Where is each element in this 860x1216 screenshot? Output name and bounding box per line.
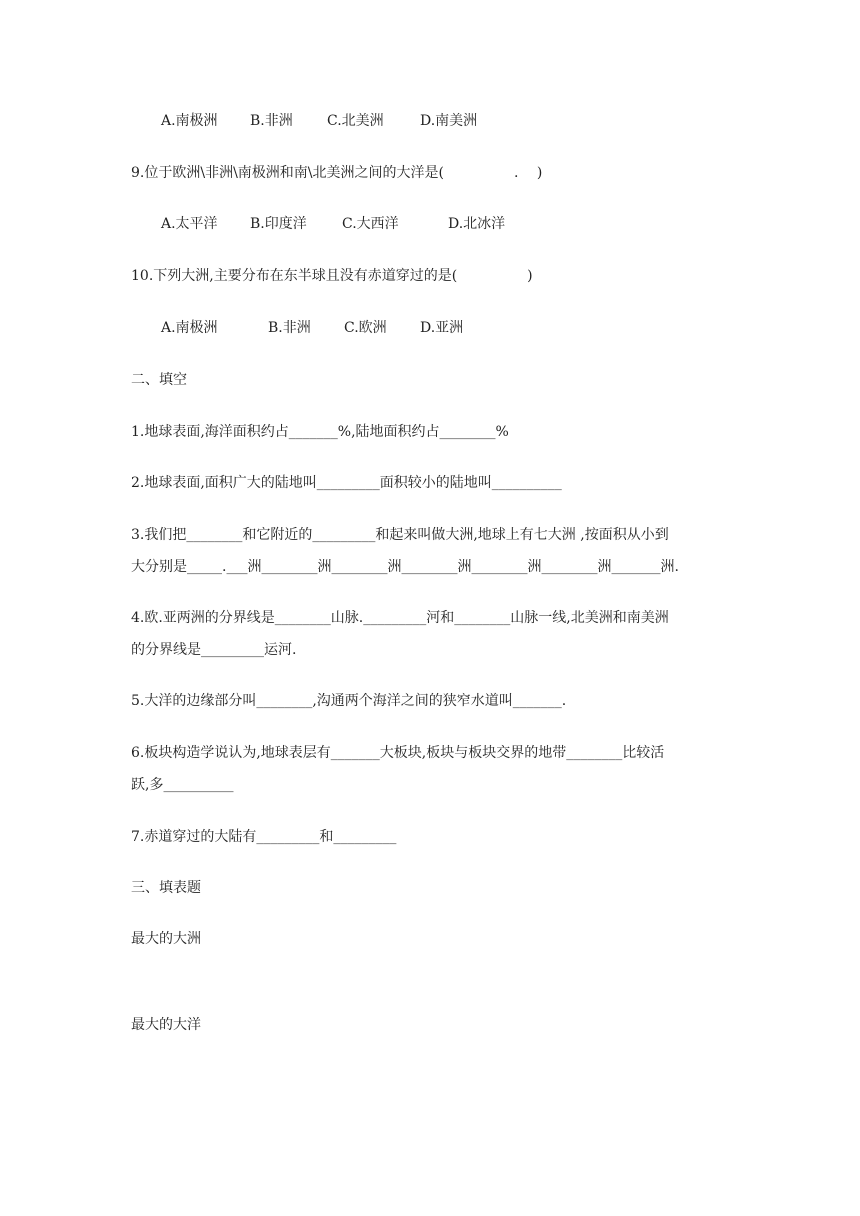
fill-q2: 2.地球表面,面积广大的陆地叫_________面积较小的陆地叫__________ <box>131 475 562 491</box>
q9-option-c: C.大西洋 <box>342 216 399 232</box>
q10-option-b: B.非洲 <box>268 320 311 336</box>
section-2-title: 二、填空 <box>131 372 187 388</box>
fill-q3-line2: 大分别是_____.___洲________洲________洲________洲________洲________洲_______洲. <box>131 559 679 575</box>
table-label-largest-continent: 最大的大洲 <box>131 931 201 947</box>
q9-option-b: B.印度洋 <box>250 216 307 232</box>
table-label-largest-ocean: 最大的大洋 <box>131 1017 201 1033</box>
q10-option-c: C.欧洲 <box>344 320 387 336</box>
q10-option-a: A.南极洲 <box>161 320 218 336</box>
q8-option-a: A.南极洲 <box>161 113 218 129</box>
q9-option-a: A.太平洋 <box>161 216 218 232</box>
q9-stem: 9.位于欧洲\非洲\南极洲和南\北美洲之间的大洋是( . ) <box>131 165 543 181</box>
q8-option-d: D.南美洲 <box>420 113 478 129</box>
fill-q7: 7.赤道穿过的大陆有_________和_________ <box>131 829 397 845</box>
fill-q3-line1: 3.我们把________和它附近的_________和起来叫做大洲,地球上有七大洲 ,按面积从小到 <box>131 527 669 543</box>
fill-q1: 1.地球表面,海洋面积约占_______%,陆地面积约占________% <box>131 424 509 440</box>
fill-q4-line1: 4.欧.亚两洲的分界线是________山脉._________河和________山脉一线,北美洲和南美洲 <box>131 610 669 626</box>
q8-option-b: B.非洲 <box>250 113 293 129</box>
q10-option-d: D.亚洲 <box>420 320 464 336</box>
q10-stem: 10.下列大洲,主要分布在东半球且没有赤道穿过的是( ) <box>131 268 533 284</box>
fill-q5: 5.大洋的边缘部分叫________,沟通两个海洋之间的狭窄水道叫_______. <box>131 693 567 709</box>
fill-q6-line2: 跃,多__________ <box>131 777 234 793</box>
fill-q6-line1: 6.板块构造学说认为,地球表层有_______大板块,板块与板块交界的地带________比较活 <box>131 745 665 761</box>
q9-option-d: D.北冰洋 <box>448 216 506 232</box>
fill-q4-line2: 的分界线是_________运河. <box>131 642 297 658</box>
q8-option-c: C.北美洲 <box>327 113 384 129</box>
section-3-title: 三、填表题 <box>131 880 201 896</box>
